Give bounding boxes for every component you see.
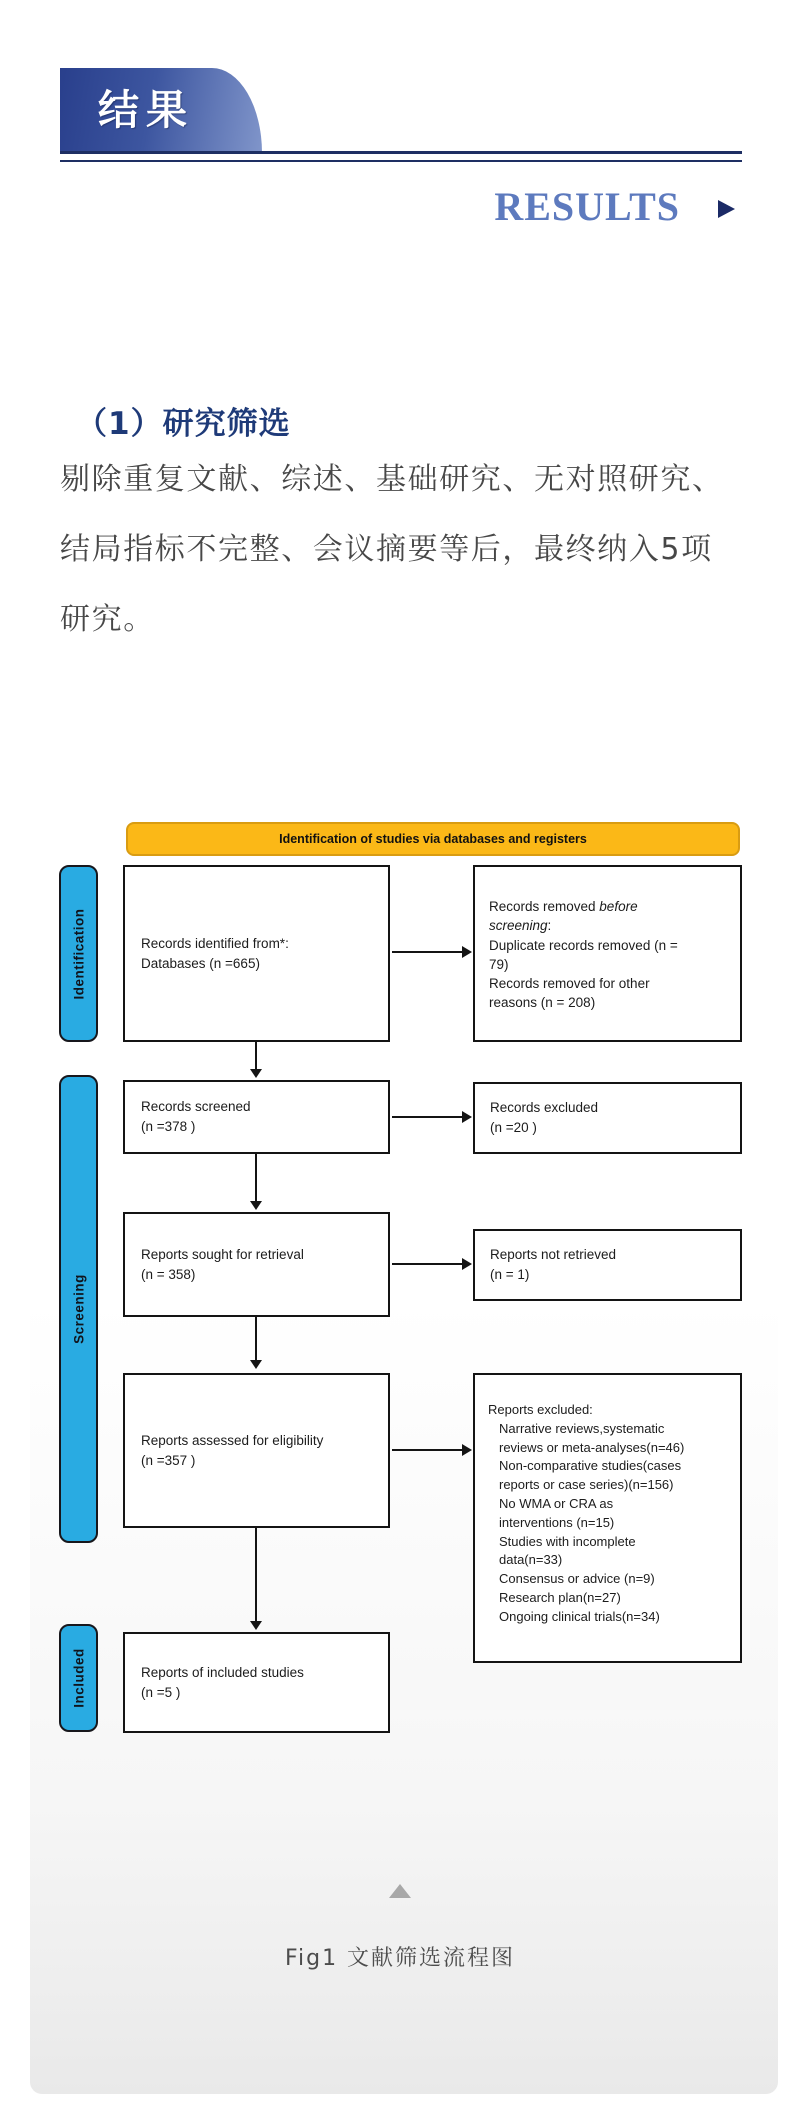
flow-box-line: Narrative reviews,systematic — [499, 1420, 665, 1436]
arrow-right-icon — [462, 946, 472, 958]
flow-box-records-identified — [123, 865, 390, 1042]
content-card — [30, 0, 778, 2094]
side-tab-label: Included — [71, 1648, 86, 1708]
flow-connector-right-3 — [392, 1263, 464, 1265]
flow-box-line: Non-comparative studies(cases — [499, 1458, 682, 1474]
flow-diagram-header: Identification of studies via databases and registers — [126, 822, 740, 856]
flow-box-line: Records excluded — [490, 1100, 599, 1115]
arrow-down-icon — [250, 1621, 262, 1630]
flow-box-line: (n =357 ) — [141, 1452, 196, 1468]
subsection-heading: （1）研究筛选 — [76, 406, 291, 442]
side-tab-identification — [59, 865, 98, 1042]
flow-box-line: Records removed before — [489, 899, 638, 914]
flow-box-line: Reports sought for retrieval — [141, 1246, 304, 1262]
flow-box-line: Records screened — [141, 1099, 251, 1114]
flow-connector-right-4 — [392, 1449, 464, 1451]
flow-box-line: (n =378 ) — [141, 1119, 196, 1134]
flow-box-line: Reports excluded: — [488, 1402, 593, 1417]
flow-box-line: reasons (n = 208) — [489, 995, 596, 1011]
flow-connector-right-1 — [392, 951, 464, 953]
flow-box-line: (n =5 ) — [141, 1684, 181, 1700]
paragraph-line: 结局指标不完整、会议摘要等后，最终纳入5项 — [60, 532, 713, 567]
flow-box-line: reports or case series)(n=156) — [499, 1477, 674, 1493]
flow-box-line: Consensus or advice (n=9) — [499, 1571, 655, 1587]
banner-title: 结果 — [98, 86, 194, 134]
flow-box-reports-not-retrieved — [473, 1229, 742, 1301]
flow-box-records-screened — [123, 1080, 390, 1154]
flow-box-line: (n = 1) — [490, 1267, 530, 1282]
arrow-down-icon — [250, 1201, 262, 1210]
flow-box-line: Research plan(n=27) — [499, 1589, 621, 1605]
flow-box-records-removed — [473, 865, 742, 1042]
flow-box-reports-included — [123, 1632, 390, 1733]
flow-box-reports-assessed — [123, 1373, 390, 1528]
flow-connector-right-2 — [392, 1116, 464, 1118]
flow-box-line: Duplicate records removed (n = — [489, 937, 678, 953]
arrow-down-icon — [250, 1069, 262, 1078]
side-tab-label: Screening — [71, 1274, 86, 1344]
arrow-right-icon — [462, 1444, 472, 1456]
flow-box-line: interventions (n=15) — [499, 1514, 615, 1530]
side-tab-label: Identification — [71, 908, 86, 999]
arrow-right-icon — [718, 200, 735, 218]
section-banner — [60, 68, 262, 153]
flow-box-line: 79) — [489, 956, 509, 972]
flow-box-line: Databases (n =665) — [141, 955, 260, 971]
flow-connector-down-4 — [255, 1528, 257, 1624]
flow-box-line: (n =20 ) — [490, 1120, 537, 1135]
flow-box-line: Reports of included studies — [141, 1664, 304, 1680]
flow-box-line: No WMA or CRA as — [499, 1495, 614, 1511]
arrow-down-icon — [250, 1360, 262, 1369]
flow-box-line: Reports not retrieved — [490, 1247, 617, 1262]
flow-box-line: Reports assessed for eligibility — [141, 1432, 324, 1448]
header-divider-line-1 — [60, 151, 742, 154]
flow-box-line: Studies with incomplete — [499, 1533, 636, 1549]
results-heading: RESULTS — [494, 184, 680, 229]
side-tab-screening — [59, 1075, 98, 1543]
paragraph-line: 研究。 — [60, 602, 155, 637]
flow-box-line: Ongoing clinical trials(n=34) — [499, 1608, 660, 1624]
figure-caption: Fig1 文献筛选流程图 — [284, 1946, 516, 1971]
flow-box-line: Records removed for other — [489, 976, 650, 992]
flow-connector-down-1 — [255, 1042, 257, 1072]
flow-box-reports-excluded — [473, 1373, 742, 1663]
flow-box-line: reviews or meta-analyses(n=46) — [499, 1439, 685, 1455]
flow-connector-down-3 — [255, 1317, 257, 1363]
paragraph-line: 剔除重复文献、综述、基础研究、无对照研究、 — [60, 462, 724, 497]
triangle-up-icon — [389, 1884, 411, 1898]
flow-box-line: screening: — [489, 918, 552, 934]
side-tab-included — [59, 1624, 98, 1732]
arrow-right-icon — [462, 1111, 472, 1123]
header-divider-line-2 — [60, 160, 742, 162]
body-paragraph — [60, 445, 760, 655]
flow-box-reports-sought — [123, 1212, 390, 1317]
flow-box-records-excluded — [473, 1082, 742, 1154]
flow-connector-down-2 — [255, 1154, 257, 1204]
flow-box-line: Records identified from*: — [141, 935, 289, 951]
flow-box-line: (n = 358) — [141, 1266, 196, 1282]
flow-box-line: data(n=33) — [499, 1552, 563, 1568]
arrow-right-icon — [462, 1258, 472, 1270]
